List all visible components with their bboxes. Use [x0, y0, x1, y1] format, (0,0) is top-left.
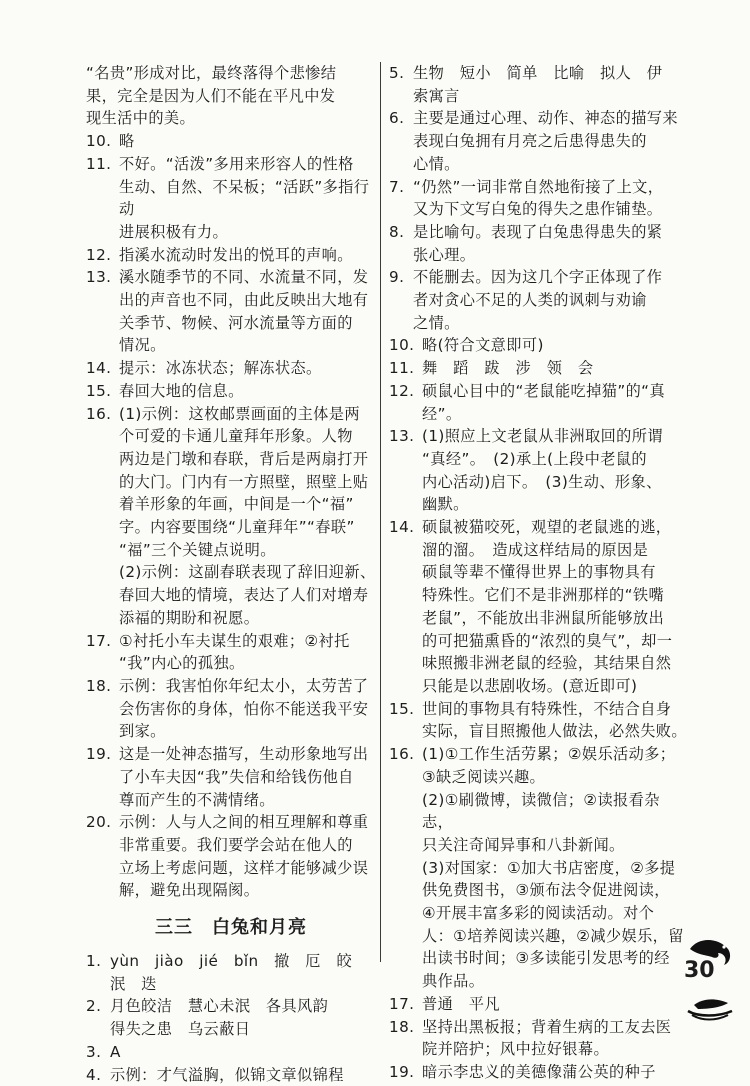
- answer-line: 又为下文写白兔的得失之患作铺垫。: [413, 200, 663, 219]
- answer-text: [413, 107, 689, 175]
- answer-line: 指溪水流动时发出的悦耳的声响。: [119, 245, 353, 264]
- left-column: [86, 62, 376, 1086]
- answer-line: (1)示例：这枚邮票画面的主体是两: [119, 404, 360, 423]
- answer-number: 16.: [86, 404, 112, 423]
- answer-line: 月色皎洁 慧心未泯 各具风韵: [110, 997, 329, 1016]
- answer-text: [413, 221, 689, 266]
- answer-number: 7.: [389, 177, 405, 196]
- answer-item: [389, 425, 689, 516]
- answer-item: [389, 334, 689, 357]
- answer-line: 坚持出黑板报；背着生病的工友去医: [422, 1017, 672, 1036]
- answer-text: [110, 1064, 376, 1086]
- answer-text: [422, 1016, 689, 1061]
- answer-number: 13.: [389, 427, 415, 446]
- answer-line: 暗示李忠义的美德像蒲公英的种子: [422, 1062, 656, 1081]
- answer-item: [86, 811, 376, 902]
- answer-text: [422, 425, 689, 516]
- answer-number: 11.: [389, 359, 415, 378]
- answer-number: 3.: [86, 1042, 102, 1061]
- answer-number: 4.: [86, 1065, 102, 1084]
- right-column: [389, 62, 689, 1084]
- answer-line: 世间的事物具有特殊性，不结合自身: [422, 699, 672, 718]
- answer-text: [119, 380, 376, 403]
- answer-line: 只能是以悲剧收场。(意近即可): [422, 676, 638, 695]
- answer-number: 10.: [86, 132, 112, 151]
- answer-text: [422, 380, 689, 425]
- answer-number: 18.: [86, 676, 112, 695]
- answer-line: 示例：才气溢胸，似锦文章似锦程: [110, 1065, 344, 1084]
- answer-text: [119, 357, 376, 380]
- answer-number: 1.: [86, 952, 102, 971]
- answer-line: 生物 短小 简单 比喻 拟人 伊: [413, 64, 663, 82]
- answer-line: 老鼠”，不能放出非洲鼠所能够放出: [422, 608, 665, 627]
- answer-line: 现生活中的美。: [86, 109, 196, 128]
- answer-item: [86, 153, 376, 244]
- answer-line: “福”三个关键点说明。: [119, 540, 276, 559]
- answer-line: ④开展丰富多彩的阅读活动。对个: [422, 904, 655, 923]
- answer-line: 人：①培养阅读兴趣，②减少娱乐，留: [422, 926, 684, 945]
- answer-number: 14.: [86, 359, 112, 378]
- answer-line: 舞 蹈 跋 涉 领 会: [422, 359, 594, 378]
- answer-number: 10.: [389, 336, 415, 355]
- answer-item: [389, 357, 689, 380]
- answer-line: “我”内心的孤独。: [119, 654, 245, 673]
- continued-line: [86, 107, 376, 130]
- answer-item: [86, 357, 376, 380]
- answer-number: 20.: [86, 813, 112, 832]
- answer-line: 张心理。: [413, 245, 476, 264]
- answer-line: 硕鼠等辈不懂得世界上的事物具有: [422, 563, 656, 582]
- answer-line: “名贵”形成对比，最终落得个悲惨结: [86, 64, 337, 82]
- answer-line: 特殊性。它们不是非洲那样的“铁嘴: [422, 586, 665, 605]
- answer-text: [110, 995, 376, 1040]
- answer-line: 索寓言: [413, 86, 460, 105]
- answer-item: [389, 1016, 689, 1061]
- answer-line: 硕鼠被猫咬死，观望的老鼠逃的逃，: [422, 518, 672, 537]
- answer-text: [422, 993, 689, 1016]
- answer-line: 心情。: [413, 154, 460, 173]
- answer-number: 19.: [86, 745, 112, 764]
- answer-line: 进展积极有力。: [119, 222, 229, 241]
- answer-line: 内心活动)启下。 (3)生动、形象、: [422, 472, 662, 491]
- answer-text: [413, 176, 689, 221]
- answer-line: 略: [119, 132, 135, 151]
- answer-number: 19.: [389, 1062, 415, 1081]
- answer-number: 17.: [86, 631, 112, 650]
- answer-line: 关季节、物候、河水流量等方面的: [119, 313, 353, 332]
- answer-text: [119, 675, 376, 743]
- answer-line: 只关注奇闻异事和八卦新闻。: [422, 835, 625, 854]
- answer-text: [422, 698, 689, 743]
- answer-line: (3)对国家：①加大书店密度，②多提: [422, 858, 676, 877]
- answer-line: 生动、自然、不呆板；“活跃”多指行动: [119, 177, 370, 219]
- answer-text: [422, 1061, 689, 1084]
- answer-text: [413, 62, 689, 107]
- answer-item: [389, 62, 689, 107]
- answer-text: [119, 244, 376, 267]
- answer-text: [110, 1041, 376, 1064]
- answer-line: 出的声音也不同，由此反映出大地有: [119, 291, 369, 310]
- column-divider: [380, 62, 381, 962]
- answer-line: “仍然”一词非常自然地衔接了上文，: [413, 177, 664, 196]
- answer-line: 示例：我害怕你年纪太小，太劳苦了: [119, 676, 369, 695]
- answer-item: [389, 380, 689, 425]
- answer-line: (2)示例：这副春联表现了辞旧迎新、: [119, 563, 376, 582]
- answer-number: 12.: [86, 245, 112, 264]
- answer-item: [86, 130, 376, 153]
- answer-text: [422, 743, 689, 993]
- answer-line: 添福的期盼和祝愿。: [119, 608, 260, 627]
- answer-line: 味照搬非洲老鼠的经验，其结果自然: [422, 654, 672, 673]
- answer-text: [422, 334, 689, 357]
- answer-line: “真经”。 (2)承上(上段中老鼠的: [422, 449, 648, 468]
- answer-line: 表现白兔拥有月亮之后患得患失的: [413, 132, 647, 151]
- answer-number: 6.: [389, 109, 405, 128]
- answer-line: 供免费图书，③颁布法令促进阅读，: [422, 881, 670, 900]
- answer-line: 情况。: [119, 336, 166, 355]
- answer-item: [86, 743, 376, 811]
- answer-line: 普通 平凡: [422, 994, 500, 1013]
- answer-number: 9.: [389, 268, 405, 287]
- answer-line: ③缺乏阅读兴趣。: [422, 767, 546, 786]
- answer-line: 略(符合文意即可): [422, 336, 544, 355]
- answer-line: 会伤害你的身体，怕你不能送我平安: [119, 699, 369, 718]
- answer-item: [86, 1041, 376, 1064]
- answer-line: yùn jiào jié bǐn 撤 厄 皎: [110, 952, 353, 971]
- answer-text: [119, 403, 376, 630]
- answer-item: [389, 743, 689, 993]
- section-title: 三三 白兔和月亮: [155, 917, 307, 939]
- answer-text: [422, 357, 689, 380]
- answer-number: 17.: [389, 994, 415, 1013]
- answer-line: 幽默。: [422, 495, 469, 514]
- answer-line: 字。内容要围绕“儿童拜年”“春联”: [119, 518, 355, 537]
- answer-item: [86, 675, 376, 743]
- answer-line: 实际，盲目照搬他人做法，必然失败。: [422, 722, 687, 741]
- answer-line: 提示：冰冻状态；解冻状态。: [119, 359, 322, 378]
- answer-line: 得失之患 乌云蔽日: [110, 1020, 251, 1039]
- answer-number: 18.: [389, 1017, 415, 1036]
- answer-number: 15.: [389, 699, 415, 718]
- answer-line: 出读书时间；③多读能引发思考的经: [422, 949, 670, 968]
- answer-item: [389, 1061, 689, 1084]
- answer-line: 了小车夫因“我”失信和给钱伤他自: [119, 767, 354, 786]
- answer-item: [389, 221, 689, 266]
- answer-line: 之情。: [413, 313, 460, 332]
- answer-line: (1)①工作生活劳累；②娱乐活动多；: [422, 745, 676, 764]
- answer-number: 15.: [86, 381, 112, 400]
- answer-item: [389, 993, 689, 1016]
- answer-line: 春回大地的情境，表达了人们对增寿: [119, 586, 369, 605]
- answer-text: [110, 950, 376, 995]
- answer-line: 到家。: [119, 722, 166, 741]
- answer-text: [119, 811, 376, 902]
- answer-line: A: [110, 1042, 121, 1061]
- page-number: 30: [684, 958, 715, 983]
- answer-line: 解，避免出现隔阂。: [119, 881, 260, 900]
- answer-item: [86, 630, 376, 675]
- answer-number: 12.: [389, 381, 415, 400]
- answer-line: 溜的溜。 造成这样结局的原因是: [422, 540, 649, 559]
- answer-text: [119, 743, 376, 811]
- answer-text: [413, 266, 689, 334]
- answer-number: 13.: [86, 268, 112, 287]
- answer-line: 果，完全是因为人们不能在平凡中发: [86, 86, 336, 105]
- answer-line: (2)①刷微博，读微信；②读报看杂志，: [422, 790, 660, 832]
- answer-line: 是比喻句。表现了白兔患得患失的紧: [413, 222, 663, 241]
- answer-number: 11.: [86, 154, 112, 173]
- answer-item: [389, 516, 689, 698]
- answer-line: 两边是门墩和春联，背后是两扇打开: [119, 449, 369, 468]
- answer-line: 典作品。: [422, 972, 485, 991]
- answer-line: 主要是通过心理、动作、神态的描写来: [413, 109, 678, 128]
- answer-line: 尊而产生的不满情绪。: [119, 790, 275, 809]
- answer-line: 立场上考虑问题，这样才能够减少误: [119, 858, 369, 877]
- answer-line: ①衬托小车夫谋生的艰难；②衬托: [119, 631, 350, 650]
- answer-item: [389, 176, 689, 221]
- answer-line: 泯 迭: [110, 974, 157, 993]
- answer-number: 5.: [389, 64, 405, 82]
- answer-item: [86, 950, 376, 995]
- answer-line: 着羊形象的年画，中间是一个“福”: [119, 495, 354, 514]
- answer-number: 2.: [86, 997, 102, 1016]
- answer-line: 春回大地的信息。: [119, 381, 244, 400]
- answer-item: [86, 380, 376, 403]
- answer-item: [86, 244, 376, 267]
- answer-item: [86, 1064, 376, 1086]
- answer-text: [119, 266, 376, 357]
- answer-text: [422, 516, 689, 698]
- continued-line: [86, 62, 376, 85]
- answer-item: [389, 266, 689, 334]
- answer-number: 14.: [389, 518, 415, 537]
- answer-line: 不能删去。因为这几个字正体现了作: [413, 268, 663, 287]
- answer-line: 非常重要。我们要学会站在他人的: [119, 835, 353, 854]
- answer-text: [119, 130, 376, 153]
- answer-number: 8.: [389, 222, 405, 241]
- answer-item: [389, 698, 689, 743]
- answer-line: 院并陪护；风中拉好银幕。: [422, 1040, 610, 1059]
- answer-item: [86, 995, 376, 1040]
- answer-text: [119, 630, 376, 675]
- continued-line: [86, 85, 376, 108]
- answer-line: (1)照应上文老鼠从非洲取回的所谓: [422, 427, 663, 446]
- answer-item: [86, 266, 376, 357]
- answer-line: 不好。“活泼”多用来形容人的性格: [119, 154, 354, 173]
- answer-item: [86, 403, 376, 630]
- answer-line: 个可爱的卡通儿童拜年形象。人物: [119, 427, 353, 446]
- answer-line: 示例：人与人之间的相互理解和尊重: [119, 813, 369, 832]
- answer-line: 经”。: [422, 404, 462, 423]
- answer-line: 的可把猫熏昏的“浓烈的臭气”，却一: [422, 631, 673, 650]
- answer-line: 者对贪心不足的人类的讽刺与劝谕: [413, 291, 647, 310]
- answer-line: 溪水随季节的不同、水流量不同，发: [119, 268, 369, 287]
- answer-number: 16.: [389, 745, 415, 764]
- answer-line: 的大门。门内有一方照壁，照壁上贴: [119, 472, 369, 491]
- answer-line: 硕鼠心目中的“老鼠能吃掉猫”的“真: [422, 381, 666, 400]
- answer-line: 这是一处神态描写，生动形象地写出: [119, 745, 369, 764]
- answer-text: [119, 153, 376, 244]
- answer-item: [389, 107, 689, 175]
